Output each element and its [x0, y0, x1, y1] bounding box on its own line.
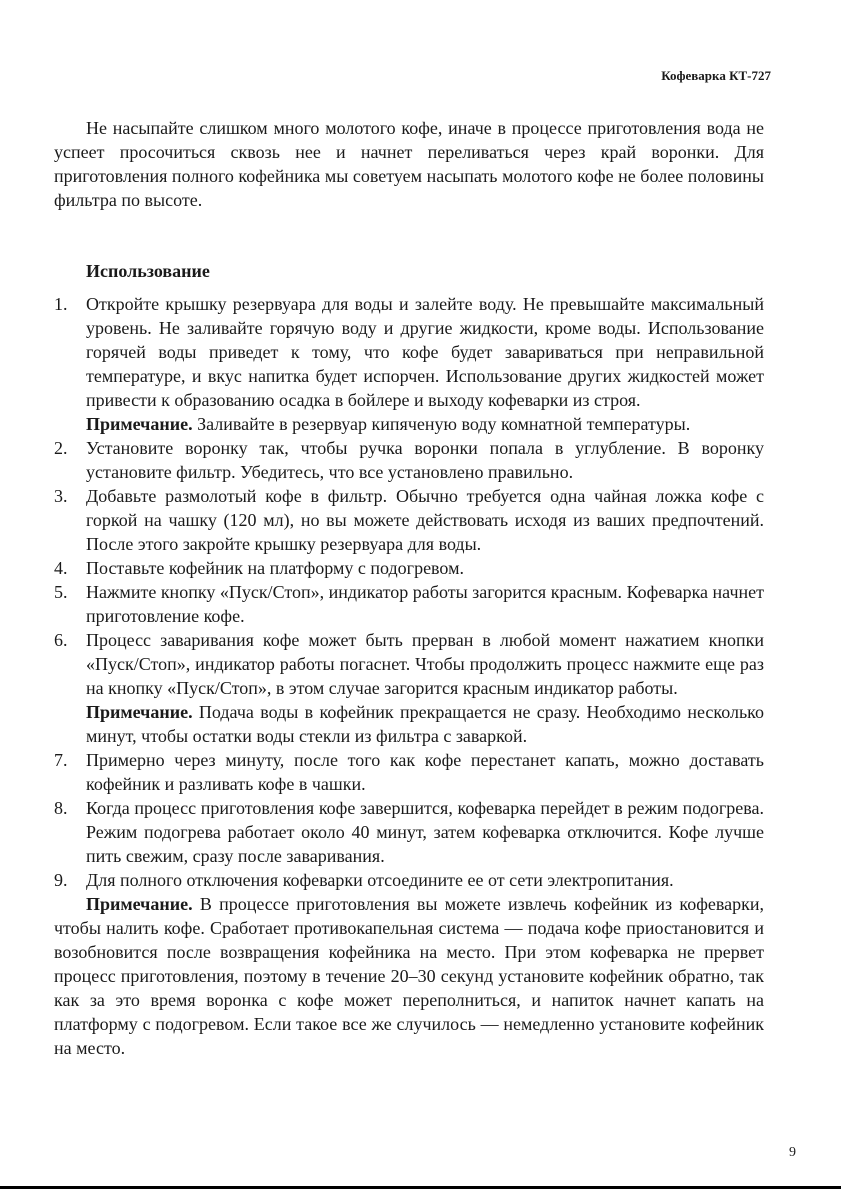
list-item-number: 9. — [54, 870, 68, 890]
note-text: В процессе приготовления вы можете извлечь кофейник из кофеварки, чтобы налить кофе. Сработает противокапельная система — подача кофе приостановится и возобновится после возвращения кофейника на место. При этом кофеварка не прервет процесс приготовления, поэтому в течение 20–30 секунд установите кофейник обратно, так как за это время воронка с кофе может переполниться, и напиток начнет капать на платформу с подогревом. Если такое все же случилось — немедленно установите кофейник на место. — [54, 894, 764, 1058]
instruction-list — [54, 292, 764, 892]
list-item — [54, 796, 764, 868]
list-item-number: 1. — [54, 294, 68, 314]
note-label: Примечание. — [86, 414, 193, 434]
item-note — [86, 412, 764, 436]
page-number: 9 — [789, 1145, 796, 1160]
note-text: Подача воды в кофейник прекращается не сразу. Необходимо несколько минут, чтобы остатки воды стекли из фильтра с заваркой. — [86, 702, 764, 746]
running-header: Кофеварка КТ-727 — [661, 68, 771, 83]
page-content — [54, 116, 764, 1060]
list-item — [54, 628, 764, 748]
list-item-text: Для полного отключения кофеварки отсоедините ее от сети электропитания. — [86, 870, 674, 890]
note-label: Примечание. — [86, 702, 193, 722]
list-item-number: 8. — [54, 798, 68, 818]
list-item — [54, 868, 764, 892]
list-item — [54, 484, 764, 556]
list-item-text: Когда процесс приготовления кофе завершится, кофеварка перейдет в режим подогрева. Режим подогрева работает около 40 минут, затем кофеварка отключится. Кофе лучше пить свежим, сразу после заваривания. — [86, 798, 764, 866]
list-item — [54, 748, 764, 796]
list-item-number: 7. — [54, 750, 68, 770]
list-item — [54, 580, 764, 628]
bottom-divider — [0, 1186, 841, 1189]
list-item — [54, 292, 764, 436]
intro-paragraph: Не насыпайте слишком много молотого кофе, иначе в процессе приготовления вода не успеет просочиться сквозь нее и начнет переливаться через край воронки. Для приготовления полного кофейника мы советуем насыпать молотого кофе не более половины фильтра по высоте. — [54, 118, 764, 210]
list-item-text: Нажмите кнопку «Пуск/Стоп», индикатор работы загорится красным. Кофеварка начнет приготовление кофе. — [86, 582, 764, 626]
list-item-text: Примерно через минуту, после того как кофе перестанет капать, можно доставать кофейник и разливать кофе в чашки. — [86, 750, 764, 794]
list-item-number: 5. — [54, 582, 68, 602]
section-heading: Использование — [86, 261, 210, 281]
list-item — [54, 556, 764, 580]
list-item-text: Установите воронку так, чтобы ручка воронки попала в углубление. В воронку установите фильтр. Убедитесь, что все установлено правильно. — [86, 438, 764, 482]
list-item-number: 2. — [54, 438, 68, 458]
note-text: Заливайте в резервуар кипяченую воду комнатной температуры. — [192, 414, 691, 434]
note-label: Примечание. — [86, 894, 193, 914]
final-note-paragraph — [54, 892, 764, 1060]
list-item-number: 6. — [54, 630, 68, 650]
list-item-number: 4. — [54, 558, 68, 578]
list-item — [54, 436, 764, 484]
list-item-number: 3. — [54, 486, 68, 506]
list-item-text: Откройте крышку резервуара для воды и залейте воду. Не превышайте максимальный уровень. Не заливайте горячую воду и другие жидкости, кроме воды. Использование горячей воды приведет к тому, что кофе будет завариваться при неправильной температуре, и вкус напитка будет испорчен. Использование других жидкостей может привести к образованию осадка в бойлере и выходу кофеварки из строя. — [86, 294, 764, 410]
list-item-text: Процесс заваривания кофе может быть прерван в любой момент нажатием кнопки «Пуск/Стоп», индикатор работы погаснет. Чтобы продолжить процесс нажмите еще раз на кнопку «Пуск/Стоп», в этом случае загорится красным индикатор работы. — [86, 630, 764, 698]
list-item-text: Поставьте кофейник на платформу с подогревом. — [86, 558, 464, 578]
item-note — [86, 700, 764, 748]
list-item-text: Добавьте размолотый кофе в фильтр. Обычно требуется одна чайная ложка кофе с горкой на чашку (120 мл), но вы можете действовать исходя из ваших предпочтений. После этого закройте крышку резервуара для воды. — [86, 486, 764, 554]
